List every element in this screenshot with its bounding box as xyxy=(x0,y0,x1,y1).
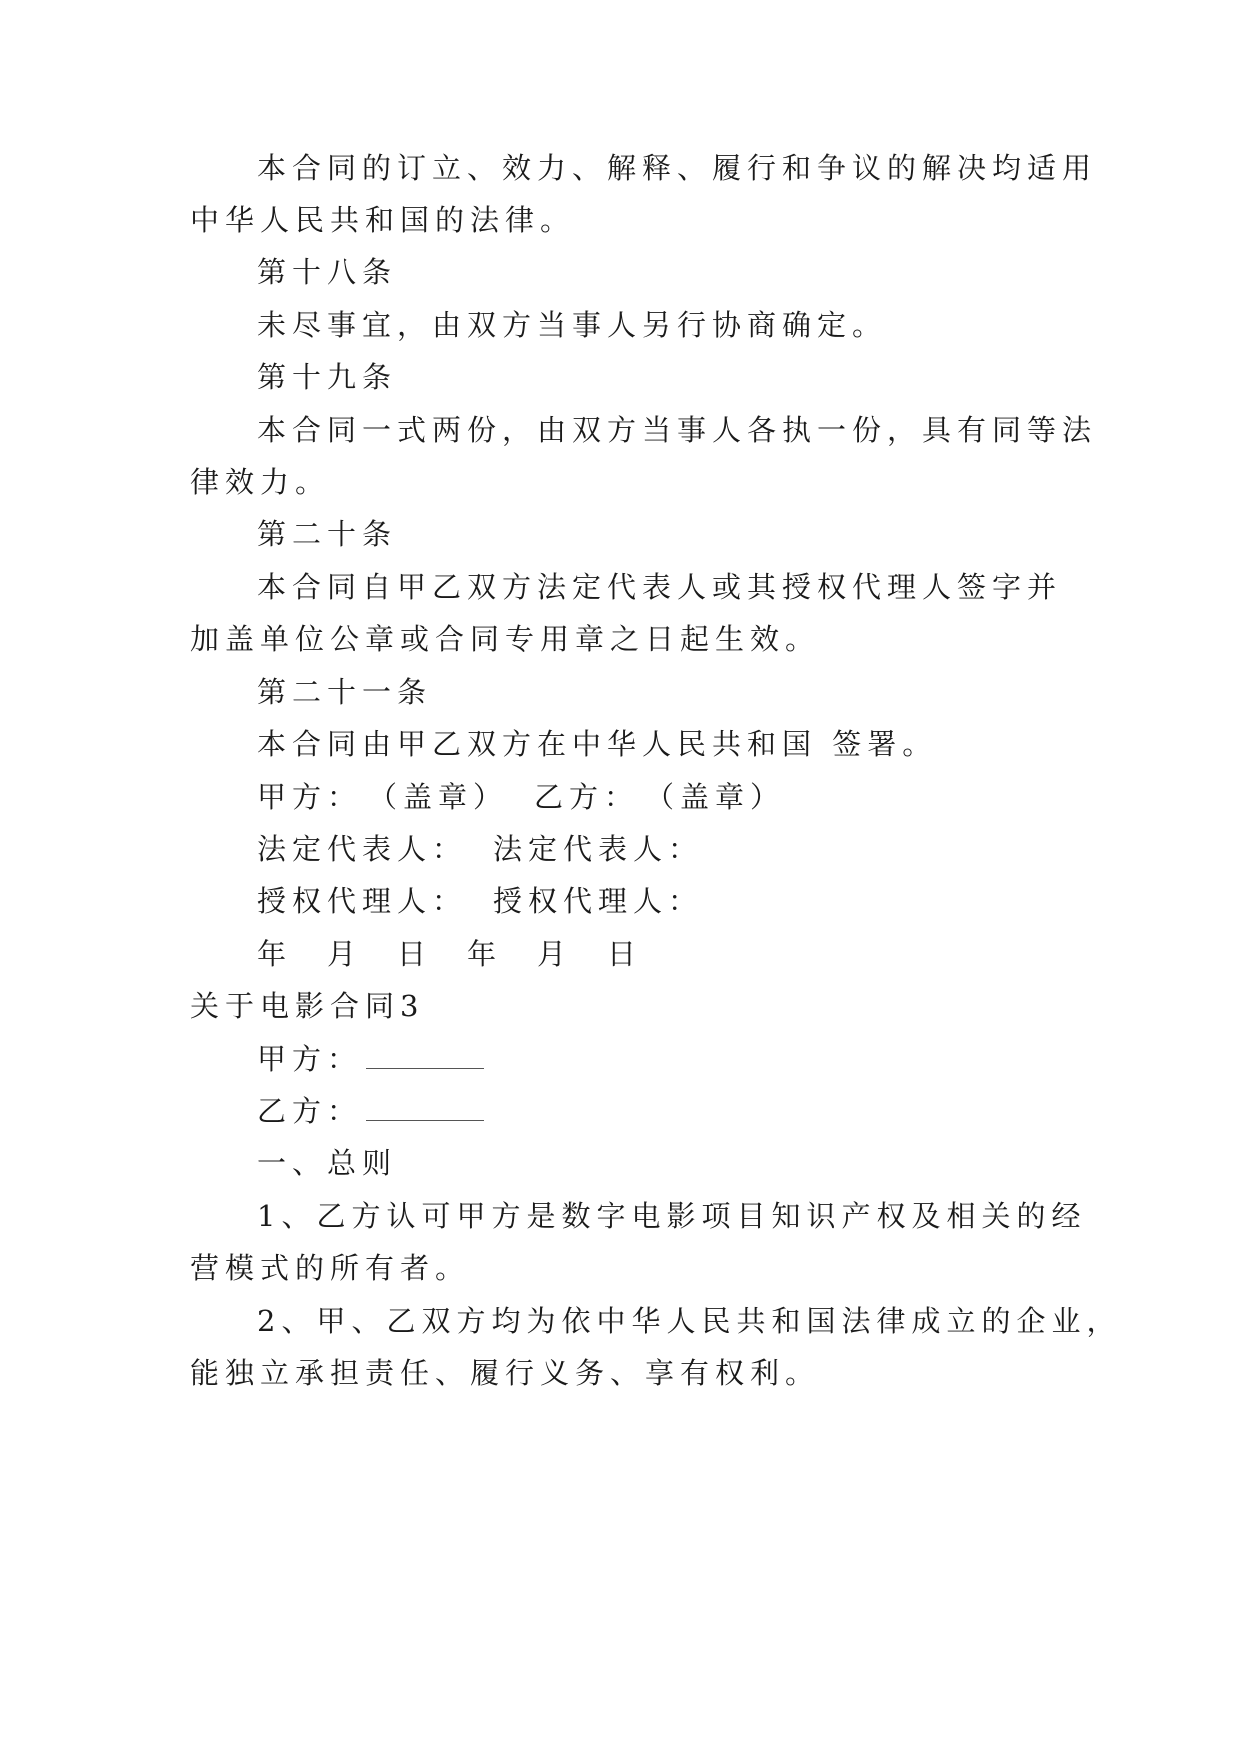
paragraph-line: 能独立承担责任、履行义务、享有权利。 xyxy=(190,1356,821,1390)
date-b: 年 月 日 xyxy=(467,937,643,971)
agent-row xyxy=(257,881,703,921)
paragraph-line: 营模式的所有者。 xyxy=(190,1251,471,1285)
paragraph-line: 2、甲、乙双方均为依中华人民共和国法律成立的企业， xyxy=(257,1304,1122,1338)
paragraph-line: 加盖单位公章或合同专用章之日起生效。 xyxy=(190,622,821,656)
party-a-row xyxy=(257,1039,484,1079)
article-heading: 第十八条 xyxy=(257,255,398,289)
seal-row xyxy=(257,777,785,817)
paragraph-line: 本合同由甲乙双方在中华人民共和国 签署。 xyxy=(257,727,938,761)
party-b-seal: 乙方： （盖章） xyxy=(534,780,786,814)
agent-b: 授权代理人： xyxy=(493,884,704,918)
party-b-label: 乙方： xyxy=(257,1094,363,1128)
legal-rep-b: 法定代表人： xyxy=(493,832,704,866)
article-heading: 第二十一条 xyxy=(257,675,433,709)
article-heading: 第十九条 xyxy=(257,360,398,394)
paragraph-line: 中华人民共和国的法律。 xyxy=(190,203,576,237)
party-b-blank xyxy=(366,1098,484,1121)
party-b-row xyxy=(257,1091,484,1131)
paragraph-line: 未尽事宜，由双方当事人另行协商确定。 xyxy=(257,308,888,342)
date-row xyxy=(257,934,642,974)
paragraph-line: 律效力。 xyxy=(190,465,331,499)
party-a-blank xyxy=(366,1046,484,1069)
party-a-seal: 甲方： （盖章） xyxy=(257,780,509,814)
contract-title: 关于电影合同3 xyxy=(190,989,425,1023)
paragraph-line: 本合同一式两份，由双方当事人各执一份，具有同等法 xyxy=(257,413,1098,447)
party-a-label: 甲方： xyxy=(257,1042,363,1076)
section-heading: 一、总则 xyxy=(257,1146,398,1180)
paragraph-line: 1、乙方认可甲方是数字电影项目知识产权及相关的经 xyxy=(257,1199,1087,1233)
agent-a: 授权代理人： xyxy=(257,884,468,918)
date-a: 年 月 日 xyxy=(257,937,433,971)
paragraph-line: 本合同的订立、效力、解释、履行和争议的解决均适用 xyxy=(257,151,1098,185)
legal-rep-row xyxy=(257,829,703,869)
article-heading: 第二十条 xyxy=(257,517,398,551)
paragraph-line: 本合同自甲乙双方法定代表人或其授权代理人签字并 xyxy=(257,570,1063,604)
legal-rep-a: 法定代表人： xyxy=(257,832,468,866)
